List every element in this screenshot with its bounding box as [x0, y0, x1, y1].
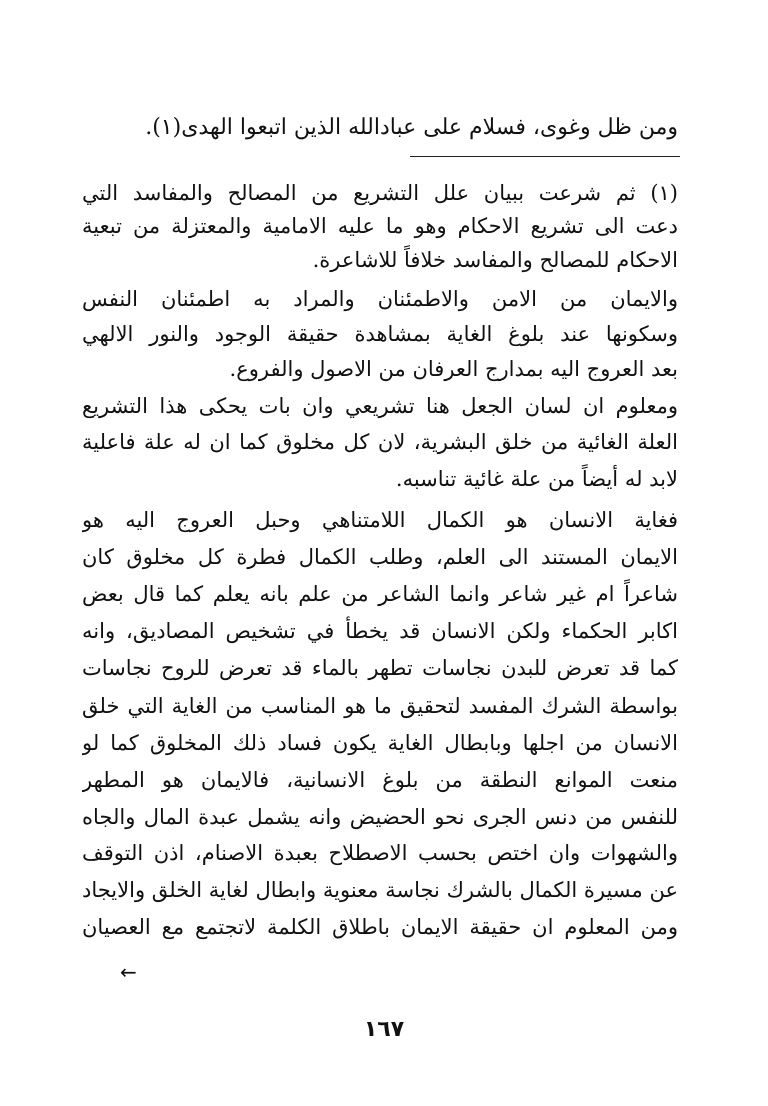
footnote-line: بعد العروج اليه بمدارج العرفان من الاصول والفروع.: [229, 357, 678, 381]
continuation-arrow-icon: ←: [120, 960, 137, 984]
footnote-line: للنفس من دنس الجرى نحو الحضيض وانه يشمل عبدة المال والجاه: [82, 805, 678, 829]
footnote-line: شاعراً ام غير شاعر وانما الشاعر من علم بانه يعلم كما قال بعض: [82, 582, 678, 606]
footnote-separator: [410, 156, 680, 157]
footnote-line: والايمان من الامن والاطمئنان والمراد به اطمئنان النفس: [82, 287, 678, 311]
footnote-line: اكابر الحكماء ولكن الانسان قد يخطأ في تشخيص المصاديق، وانه: [82, 619, 678, 643]
footnote-line: (١) ثم شرعت ببيان علل التشريع من المصالح والمفاسد التي: [82, 181, 678, 205]
footnote-line: ومن المعلوم ان حقيقة الايمان باطلاق الكلمة لاتجتمع مع العصيان: [82, 915, 678, 939]
footnote-line: منعت الموانع النطقة من بلوغ الانسانية، فالايمان هو المطهر: [82, 768, 678, 792]
footnote-line: الاحكام للمصالح والمفاسد خلافاً للاشاعرة.: [312, 248, 678, 272]
footnote-line: لابد له أيضاً من علة غائية تناسبه.: [395, 467, 678, 491]
footnote-line: والشهوات وان اختص بحسب الاصطلاح بعبدة الاصنام، اذن التوقف: [82, 841, 678, 865]
footnote-line: دعت الى تشريع الاحكام وهو ما عليه الامامية والمعتزلة من تبعية: [82, 214, 678, 238]
footnote-line: الانسان من اجلها وبابطال الغاية يكون فساد ذلك المخلوق كما لو: [82, 731, 678, 755]
footnote-line: كما قد تعرض للبدن نجاسات تطهر بالماء قد تعرض للروح نجاسات: [82, 656, 678, 680]
page-number: ١٦٧: [363, 1017, 405, 1042]
footnote-line: بواسطة الشرك المفسد لتحقيق ما هو المناسب من الغاية التي خلق: [82, 694, 678, 718]
footnote-line: ومعلوم ان لسان الجعل هنا تشريعي وان بات يحكى هذا التشريع: [82, 394, 678, 418]
footnote-line: فغاية الانسان هو الكمال اللامتناهي وحبل العروج اليه هو: [82, 508, 678, 532]
footnote-line: وسكونها عند بلوغ الغاية بمشاهدة حقيقة الوجود والنور الالهي: [82, 322, 678, 346]
footnote-line: الايمان المستند الى العلم، وطلب الكمال فطرة كل مخلوق كان: [82, 545, 678, 569]
footnote-line: عن مسيرة الكمال بالشرك نجاسة معنوية وابطال لغاية الخلق والايجاد: [82, 878, 678, 902]
main-text-last-line: ومن ظل وغوى، فسلام على عبادالله الذين اتبعوا الهدى(١).: [145, 115, 678, 140]
footnote-line: العلة الغائية من خلق البشرية، لان كل مخلوق كما ان له علة فاعلية: [82, 430, 678, 454]
